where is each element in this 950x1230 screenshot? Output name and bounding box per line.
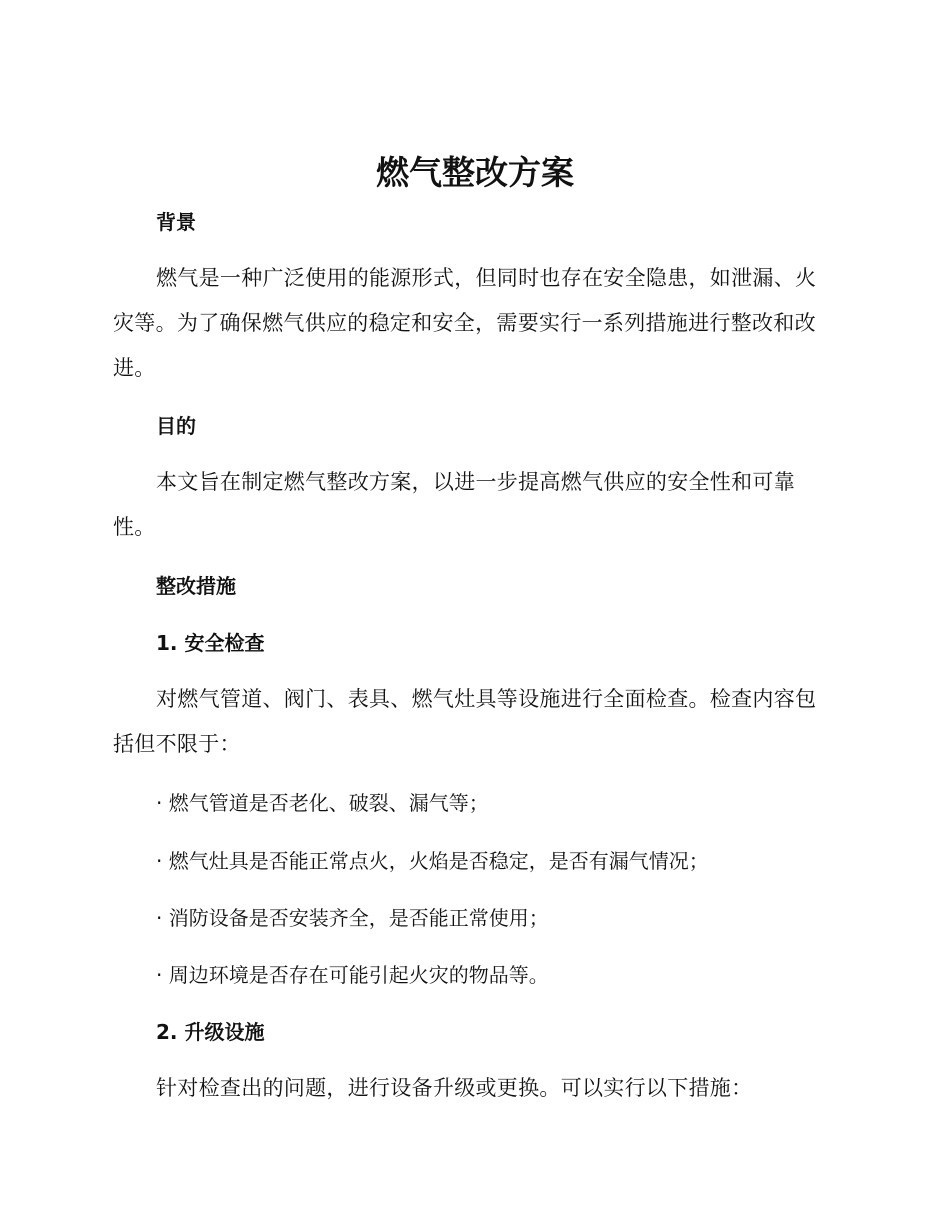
subsection-heading-upgrade: 2. 升级设施 bbox=[156, 1020, 265, 1044]
paragraph-upgrade: 针对检查出的问题，进行设备升级或更换。可以实行以下措施： bbox=[156, 1076, 753, 1100]
subsection-heading-safety-check: 1. 安全检查 bbox=[156, 631, 265, 655]
list-item: · 消防设备是否安装齐全，是否能正常使用； bbox=[156, 906, 549, 930]
section-heading-purpose: 目的 bbox=[156, 414, 196, 438]
paragraph-background: 燃气是一种广泛使用的能源形式，但同时也存在安全隐患，如泄漏、火灾等。为了确保燃气供应的稳定和安全，需要实行一系列措施进行整改和改进。 bbox=[113, 266, 817, 380]
section-heading-background: 背景 bbox=[156, 210, 196, 234]
paragraph-safety-check: 对燃气管道、阀门、表具、燃气灶具等设施进行全面检查。检查内容包括但不限于： bbox=[113, 687, 817, 756]
list-item: · 周边环境是否存在可能引起火灾的物品等。 bbox=[156, 963, 549, 987]
document-title: 燃气整改方案 bbox=[376, 153, 574, 192]
paragraph-purpose: 本文旨在制定燃气整改方案，以进一步提高燃气供应的安全性和可靠性。 bbox=[113, 470, 795, 539]
list-item: · 燃气灶具是否能正常点火，火焰是否稳定，是否有漏气情况； bbox=[156, 849, 709, 873]
list-item: · 燃气管道是否老化、破裂、漏气等； bbox=[156, 791, 489, 815]
section-heading-measures: 整改措施 bbox=[156, 574, 236, 598]
